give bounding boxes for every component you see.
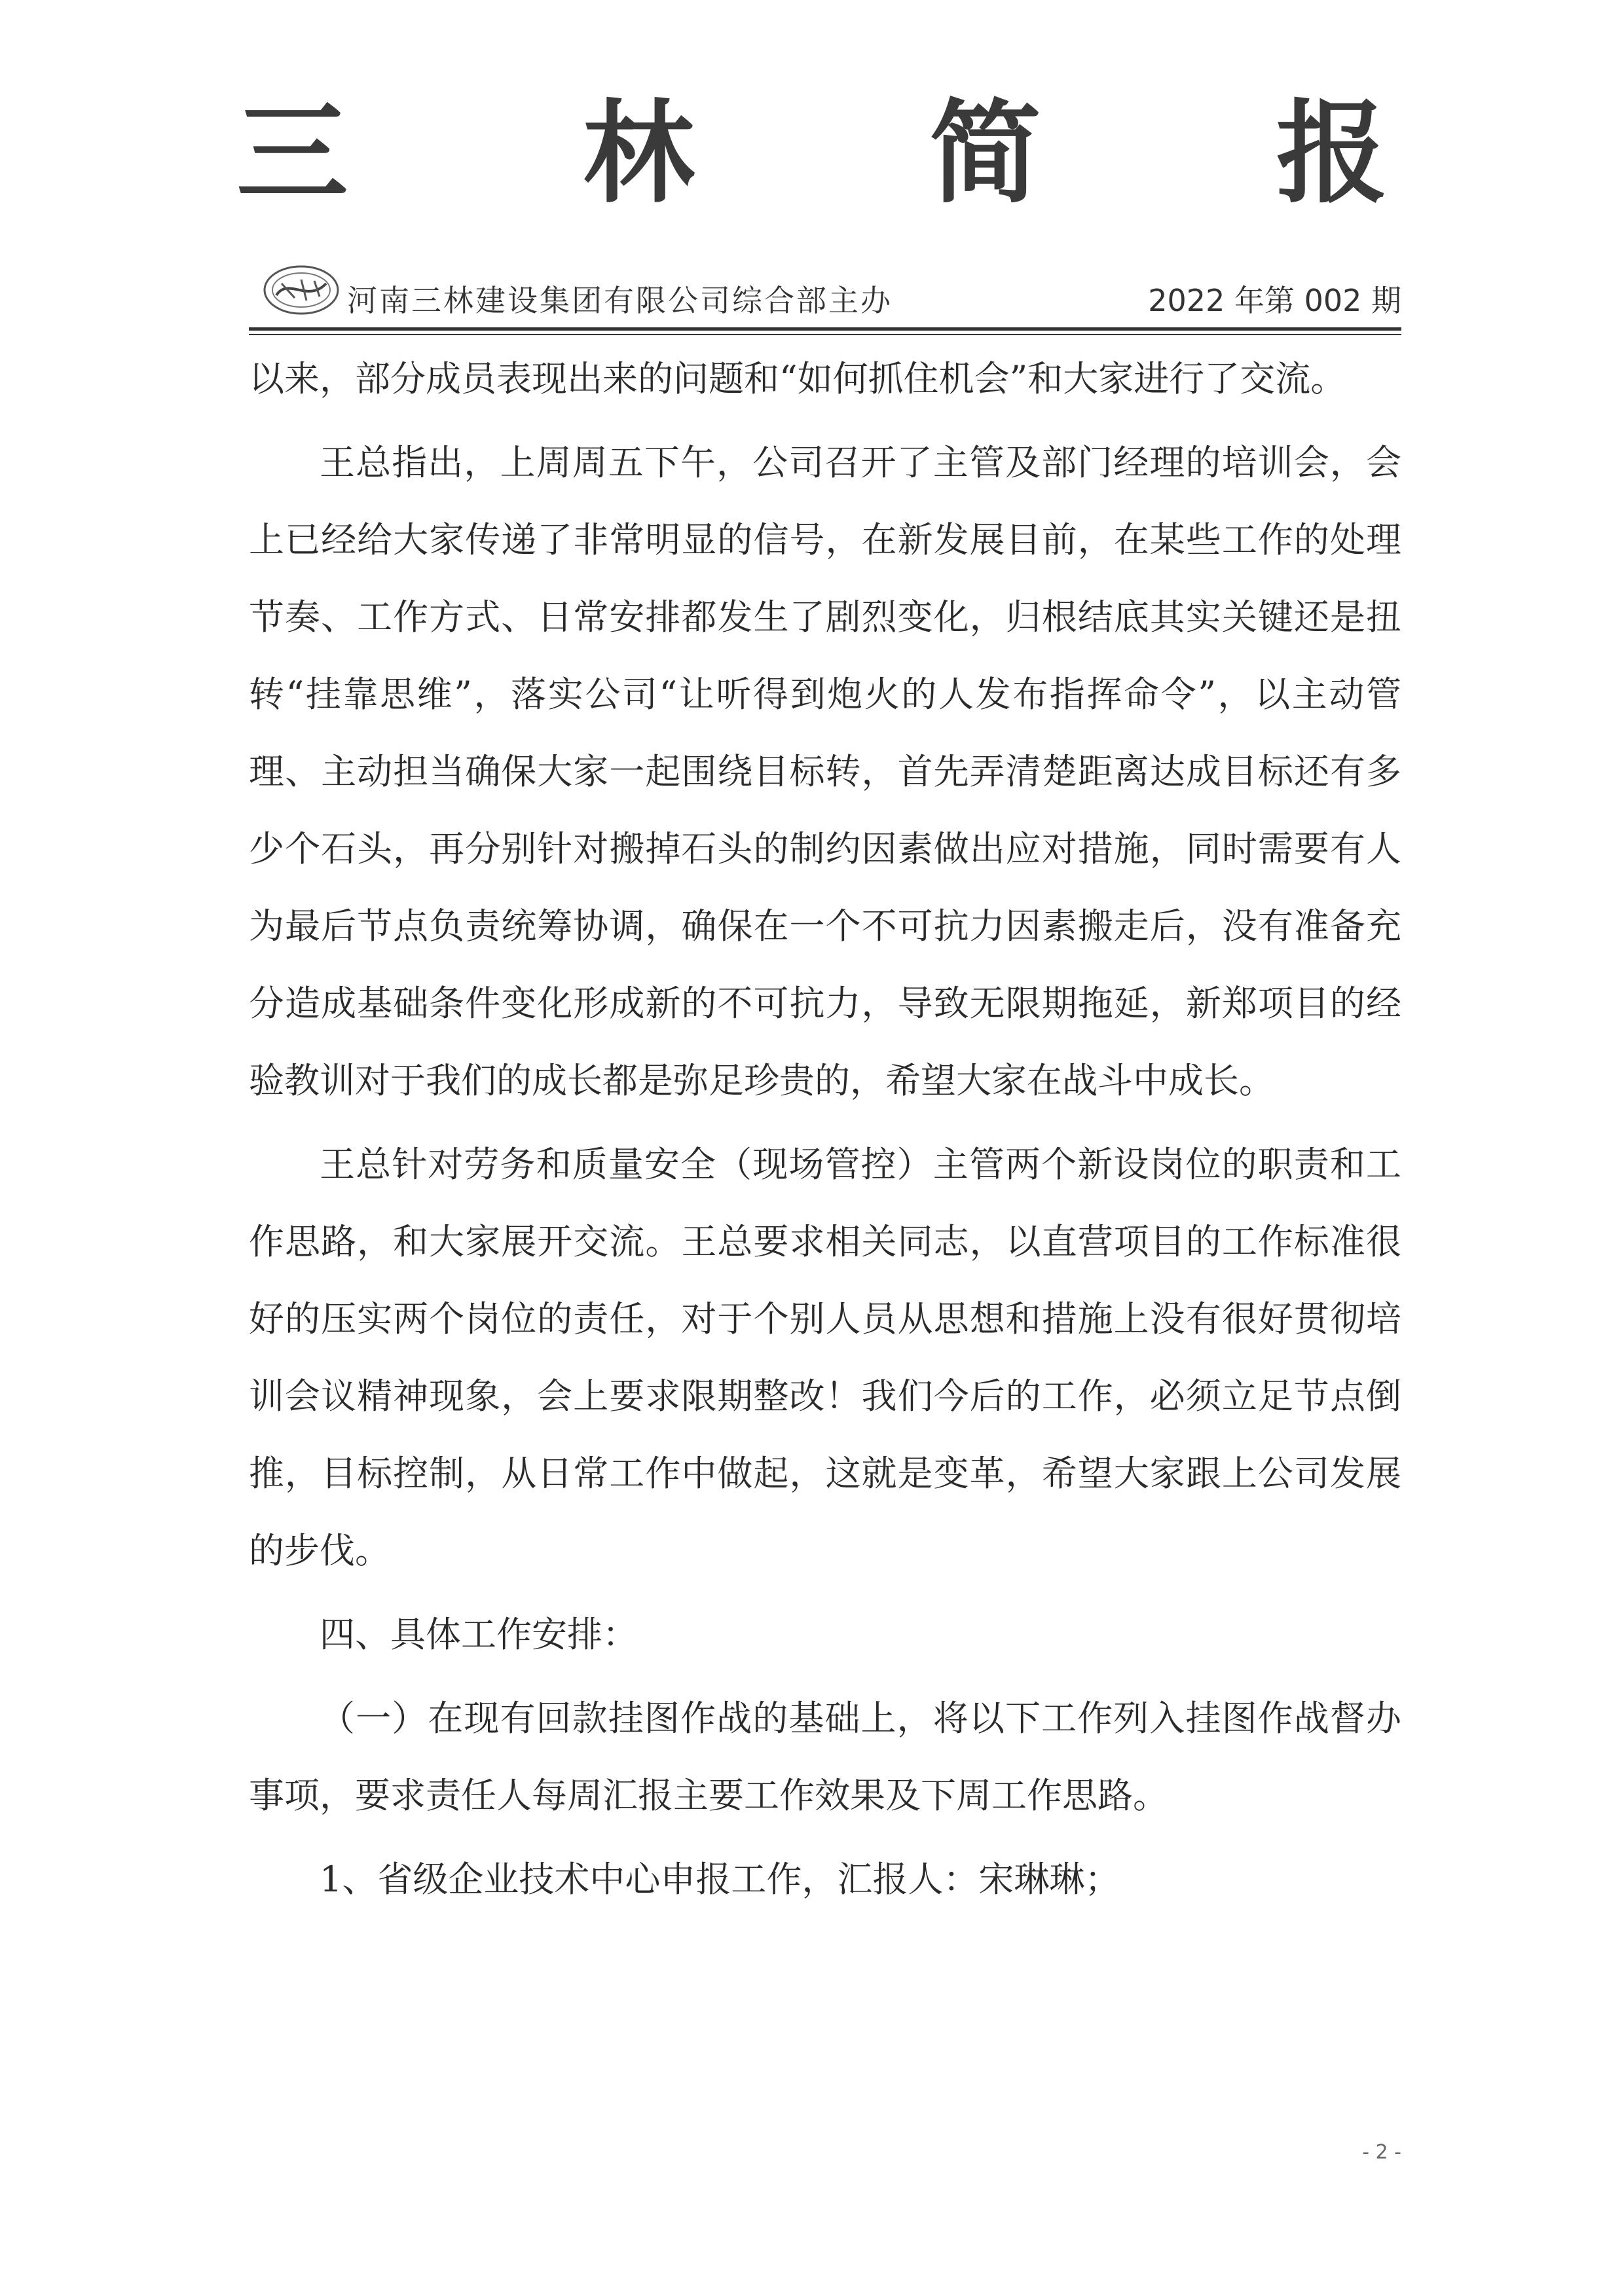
masthead-rule [249,327,1401,331]
article-body [249,340,1401,1918]
paragraph: 以来，部分成员表现出来的问题和“如何抓住机会”和大家进行了交流。 [249,358,1346,399]
publisher-line: 河南三林建设集团有限公司综合部主办 [347,283,893,318]
issue-number: 2022 年第 002 期 [1148,283,1401,318]
paragraph: 王总指出，上周周五下午，公司召开了主管及部门经理的培训会，会上已经给大家传递了非常明显的信号，在新发展目前，在某些工作的处理节奏、工作方式、日常安排都发生了剧烈变化，归根结底其实关键还是扭转“挂靠思维”，落实公司“让听得到炮火的人发布指挥命令”，以主动管理、主动担当确保大家一起围绕目标转，首先弄清楚距离达成目标还有多少个石头，再分别针对搬掉石头的制约因素做出应对措施，同时需要有人为最后节点负责统筹协调，确保在一个不可抗力因素搬走后，没有准备充分造成基础条件变化形成新的不可抗力，导致无限期拖延，新郑项目的经验教训对于我们的成长都是弥足珍贵的，希望大家在战斗中成长。 [249,442,1401,1101]
masthead-rule-thin [249,334,1401,335]
section-heading: 四、具体工作安排： [320,1614,638,1655]
newsletter-title: 三 林 简 报 [236,89,1486,219]
masthead-bar [249,259,1401,331]
page-number: - 2 - [1362,2141,1401,2164]
paragraph: （一）在现有回款挂图作战的基础上，将以下工作列入挂图作战督办事项，要求责任人每周汇报主要工作效果及下周工作思路。 [249,1698,1401,1816]
sanlin-logo-icon [262,264,341,316]
list-item: 1、省级企业技术中心申报工作，汇报人：宋琳琳； [320,1859,1120,1900]
paragraph: 王总针对劳务和质量安全（现场管控）主管两个新设岗位的职责和工作思路，和大家展开交流。王总要求相关同志，以直营项目的工作标准很好的压实两个岗位的责任，对于个别人员从思想和措施上没有很好贯彻培训会议精神现象，会上要求限期整改！我们今后的工作，必须立足节点倒推，目标控制，从日常工作中做起，这就是变革，希望大家跟上公司发展的步伐。 [249,1144,1401,1571]
